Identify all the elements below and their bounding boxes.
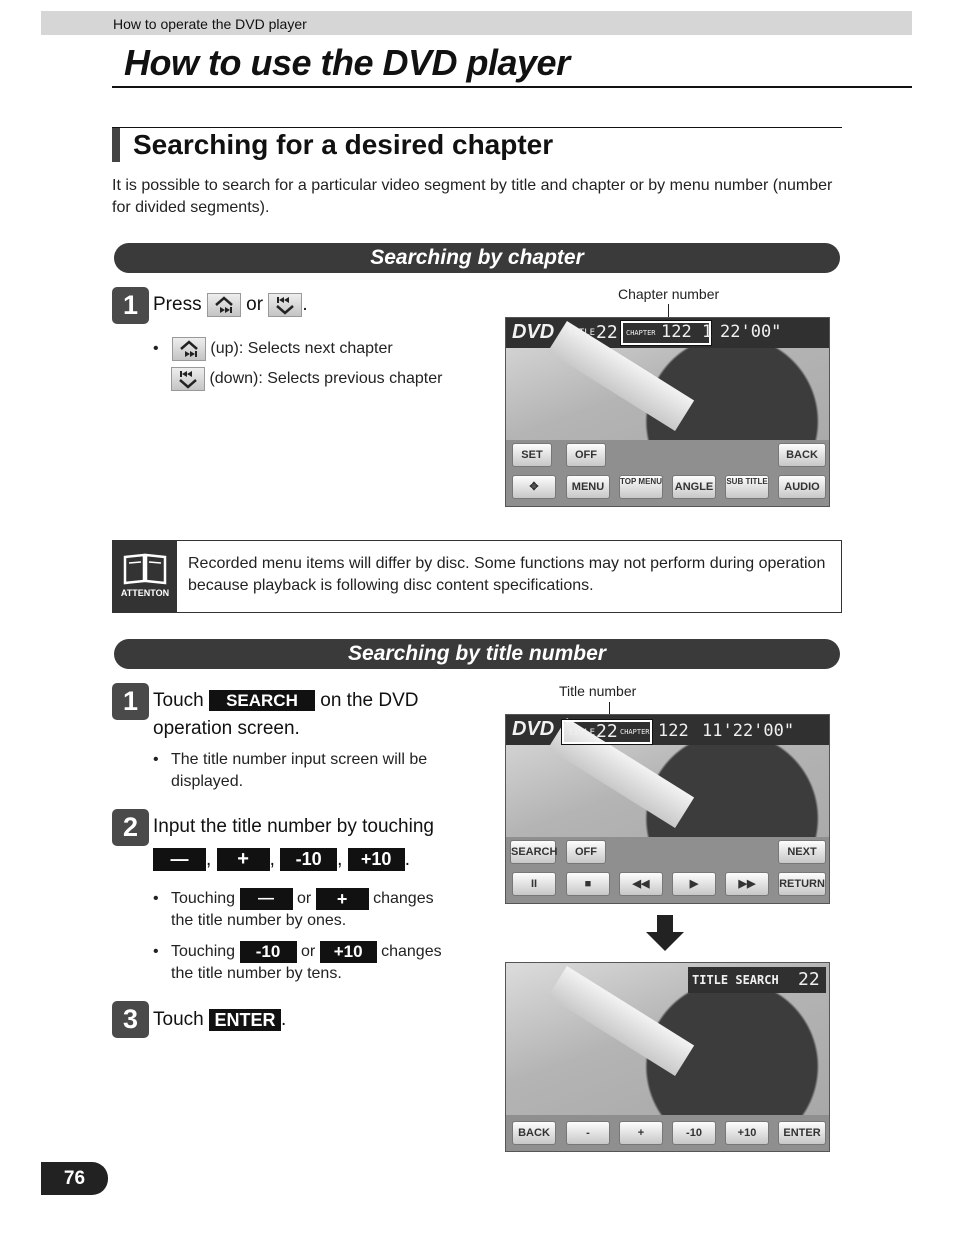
touch-text: Touch bbox=[153, 690, 204, 711]
title-step-1 bbox=[153, 687, 483, 743]
step1-bullet: The title number input screen will be displayed. bbox=[171, 751, 428, 790]
chapter-down-icon bbox=[268, 293, 302, 317]
intro-paragraph: It is possible to search for a particular video segment by title and chapter or by menu number (number for divided segments). bbox=[112, 177, 833, 216]
attention-note bbox=[112, 540, 842, 613]
minus-key: — bbox=[240, 888, 293, 910]
section-divider bbox=[112, 127, 842, 128]
title-label: TITLE bbox=[568, 328, 596, 338]
chapter-label: CHAPTER bbox=[620, 728, 650, 736]
chapter-up-icon bbox=[207, 293, 241, 317]
changes-text: changes bbox=[373, 890, 434, 908]
section-marker bbox=[112, 128, 120, 162]
step-number: 1 bbox=[112, 683, 149, 720]
attention-label: ATTENTON bbox=[120, 588, 170, 598]
return-button[interactable]: RETURN bbox=[778, 872, 826, 896]
chapter-search-heading: Searching by chapter bbox=[114, 243, 840, 273]
back-button[interactable]: BACK bbox=[512, 1121, 556, 1145]
bullet-dot-3: • bbox=[153, 943, 159, 960]
period-text: . bbox=[302, 294, 308, 315]
chapter-down-icon bbox=[171, 367, 205, 391]
cursor-button[interactable]: ✥ bbox=[512, 475, 556, 499]
minus-ten-button[interactable]: -10 bbox=[672, 1121, 716, 1145]
pause-button[interactable]: II bbox=[512, 872, 556, 896]
minus-ten-key: -10 bbox=[240, 941, 297, 963]
plus-button[interactable]: + bbox=[619, 1121, 663, 1145]
down-arrow-icon bbox=[646, 915, 684, 951]
step-number: 1 bbox=[112, 287, 149, 324]
title-search-screen bbox=[505, 962, 830, 1152]
chapter-label: CHAPTER bbox=[626, 329, 656, 337]
bullet-dot-1: • bbox=[153, 751, 159, 768]
bullet-up bbox=[153, 337, 393, 361]
page-number: 76 bbox=[41, 1162, 108, 1195]
back-button[interactable]: BACK bbox=[778, 443, 826, 467]
playback-time: 22'00" bbox=[720, 322, 782, 342]
title-search-value: 22 bbox=[798, 969, 820, 990]
title-divider bbox=[112, 86, 912, 88]
or-text: or bbox=[296, 890, 312, 908]
step-number: 2 bbox=[112, 809, 149, 846]
bullet-dot: • bbox=[153, 340, 159, 358]
menu-button[interactable]: MENU bbox=[566, 475, 610, 499]
plus-key: + bbox=[217, 848, 270, 871]
chapter-step-1 bbox=[153, 291, 308, 319]
play-button[interactable]: ▶ bbox=[672, 872, 716, 896]
chapter-up-icon bbox=[172, 337, 206, 361]
title-step-2: Input the title number by touching bbox=[153, 816, 434, 837]
chapter-number: 122 1 bbox=[661, 322, 713, 342]
chapter-number: 122 bbox=[658, 721, 689, 741]
book-icon bbox=[113, 541, 177, 612]
title-number-caption: Title number bbox=[559, 683, 637, 699]
title-label: TITLE bbox=[568, 728, 596, 738]
or-text: or bbox=[300, 943, 316, 961]
on-dvd-text: on the DVD bbox=[320, 690, 419, 711]
minus-key: — bbox=[153, 848, 206, 871]
header-bar bbox=[41, 11, 912, 35]
by-tens-text: the title number by tens. bbox=[171, 965, 342, 983]
changes-text: changes bbox=[381, 943, 442, 961]
comma: , bbox=[269, 849, 275, 870]
title-step-2-keys bbox=[153, 846, 410, 874]
press-text: Press bbox=[153, 294, 202, 315]
search-button[interactable]: SEARCH bbox=[510, 840, 556, 864]
operation-screen-text: operation screen. bbox=[153, 718, 300, 739]
bullet-down bbox=[171, 367, 442, 391]
bullet-ones bbox=[171, 888, 434, 932]
plus-ten-key: +10 bbox=[320, 941, 377, 963]
search-key: SEARCH bbox=[209, 690, 315, 711]
fast-forward-button[interactable]: ▶▶ bbox=[725, 872, 769, 896]
dvd-logo: DVD bbox=[512, 321, 555, 343]
by-ones-text: the title number by ones. bbox=[171, 912, 347, 930]
chapter-number-caption: Chapter number bbox=[618, 286, 720, 302]
playback-time: 11'22'00" bbox=[702, 721, 795, 741]
set-button[interactable]: SET bbox=[512, 443, 552, 467]
dvd-screen-title bbox=[505, 714, 830, 904]
minus-ten-key: -10 bbox=[280, 848, 337, 871]
rewind-button[interactable]: ◀◀ bbox=[619, 872, 663, 896]
title-step-3 bbox=[153, 1006, 286, 1034]
period: . bbox=[404, 849, 410, 870]
page-title: How to use the DVD player bbox=[124, 42, 570, 83]
or-text: or bbox=[246, 294, 264, 315]
touching-text: Touching bbox=[171, 890, 236, 908]
comma: , bbox=[206, 849, 212, 870]
step-number: 3 bbox=[112, 1001, 149, 1038]
title-number: 22 bbox=[596, 721, 618, 742]
stop-button[interactable]: ■ bbox=[566, 872, 610, 896]
enter-button[interactable]: ENTER bbox=[778, 1121, 826, 1145]
plus-ten-key: +10 bbox=[348, 848, 405, 871]
touching-text: Touching bbox=[171, 943, 236, 961]
title-search-heading: Searching by title number bbox=[114, 639, 840, 669]
dvd-screen-chapter bbox=[505, 317, 830, 507]
title-search-label: TITLE SEARCH bbox=[692, 973, 779, 987]
touch-text: Touch bbox=[153, 1009, 204, 1030]
audio-button[interactable]: AUDIO bbox=[778, 475, 826, 499]
bullet-up-text: (up): Selects next chapter bbox=[210, 340, 393, 358]
bullet-down-text: (down): Selects previous chapter bbox=[209, 370, 443, 388]
next-button[interactable]: NEXT bbox=[778, 840, 826, 864]
plus-key: + bbox=[316, 888, 369, 910]
angle-button[interactable]: ANGLE bbox=[672, 475, 716, 499]
subtitle-button[interactable]: SUB TITLE bbox=[725, 475, 769, 499]
breadcrumb: How to operate the DVD player bbox=[113, 16, 307, 32]
enter-key: ENTER bbox=[209, 1009, 281, 1031]
dvd-logo: DVD bbox=[512, 718, 555, 740]
airplane-image bbox=[548, 966, 694, 1076]
comma: , bbox=[337, 849, 343, 870]
attention-text: Recorded menu items will differ by disc. Some functions may not perform during operation because playback is following disc content specifications. bbox=[188, 555, 826, 594]
section-title: Searching for a desired chapter bbox=[133, 129, 554, 160]
bullet-tens bbox=[171, 941, 442, 985]
title-number: 22 bbox=[596, 322, 618, 343]
minus-button[interactable]: - bbox=[566, 1121, 610, 1145]
period: . bbox=[280, 1009, 287, 1030]
off-button[interactable]: OFF bbox=[566, 840, 606, 864]
bullet-dot-2: • bbox=[153, 890, 159, 907]
off-button[interactable]: OFF bbox=[566, 443, 606, 467]
plus-ten-button[interactable]: +10 bbox=[725, 1121, 769, 1145]
top-menu-button[interactable]: TOP MENU bbox=[619, 475, 663, 499]
